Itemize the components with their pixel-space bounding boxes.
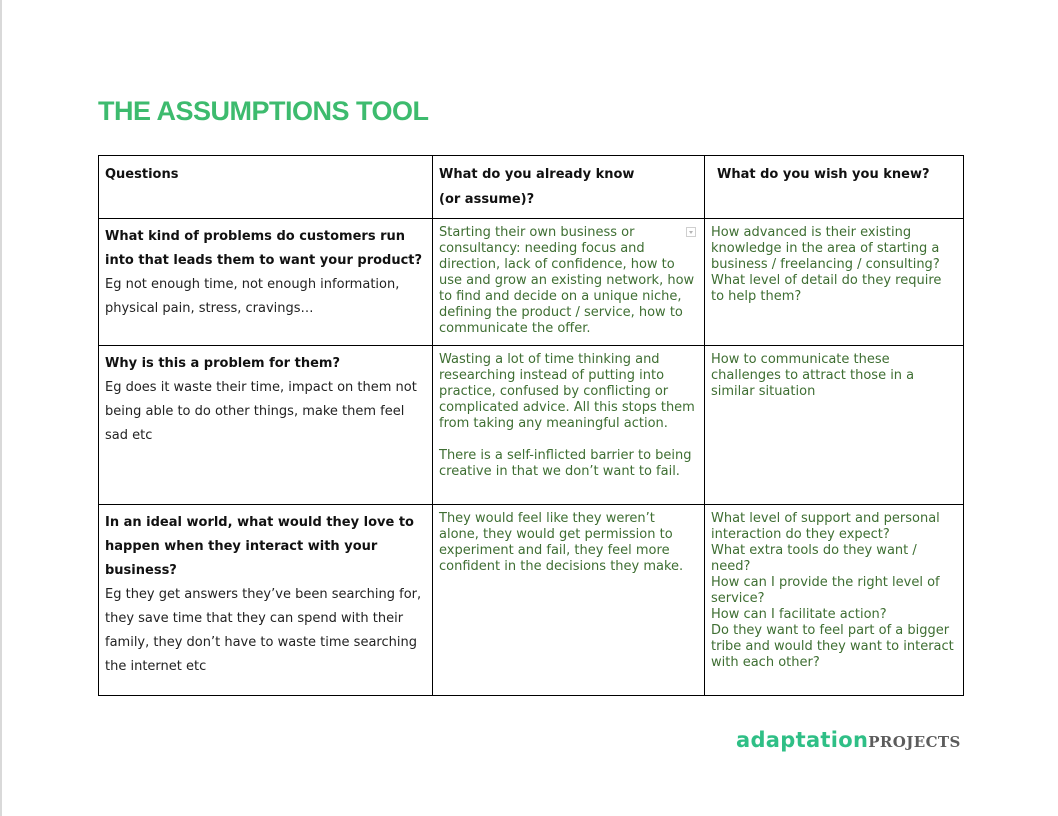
header-wish-cell xyxy=(705,156,964,219)
question-text: In an ideal world, what would they love to happen when they interact with your business? xyxy=(105,515,414,578)
header-questions: Questions xyxy=(105,167,179,182)
know-text-2: There is a self-inflicted barrier to being creative in that we don’t want to fail. xyxy=(439,448,692,479)
adaptation-projects-logo xyxy=(736,728,961,752)
logo-main-text: adaptation xyxy=(736,728,869,752)
page-edge xyxy=(0,0,2,816)
table-row xyxy=(99,505,964,696)
question-example: Eg does it waste their time, impact on them not being able to do other things, make them feel sad etc xyxy=(105,380,417,443)
header-know-cell xyxy=(433,156,705,219)
question-cell xyxy=(99,505,433,696)
table-row xyxy=(99,346,964,505)
question-example: Eg they get answers they’ve been searching for, they save time that they can spend with their family, they don’t have to waste time searching the internet etc xyxy=(105,587,422,674)
wish-cell[interactable] xyxy=(705,346,964,505)
question-cell xyxy=(99,346,433,505)
know-cell[interactable] xyxy=(433,219,705,346)
header-wish: What do you wish you knew? xyxy=(717,167,930,182)
know-text: They would feel like they weren’t alone, they would get permission to experiment and fail, they feel more confident in the decisions they make. xyxy=(439,511,684,574)
wish-text: What level of support and personal interaction do they expect? What extra tools do they want / need? How can I provide the right level of service? How can I facilitate action? Do they want to feel part of a bigger tribe and would they want to interact with each other? xyxy=(711,511,954,670)
wish-cell[interactable] xyxy=(705,219,964,346)
header-questions-cell xyxy=(99,156,433,219)
header-know-line2: (or assume)? xyxy=(439,192,535,207)
know-text: Wasting a lot of time thinking and researching instead of putting into practice, confused by conflicting or complicated advice. All this stops them from taking any meaningful action. xyxy=(439,352,695,431)
wish-text: How to communicate these challenges to attract those in a similar situation xyxy=(711,352,915,399)
wish-cell[interactable] xyxy=(705,505,964,696)
know-cell[interactable] xyxy=(433,505,705,696)
know-cell[interactable] xyxy=(433,346,705,505)
assumptions-table xyxy=(98,155,964,696)
table-header-row xyxy=(99,156,964,219)
table-row xyxy=(99,219,964,346)
know-text: Starting their own business or consultancy: needing focus and direction, lack of confidence, how to use and grow an existing network, how to find and decide on a unique niche, defining the product / service, how to communicate the offer. xyxy=(439,225,695,336)
logo-sub-text: PROJECTS xyxy=(868,733,961,751)
wish-text: How advanced is their existing knowledge in the area of starting a business / freelancing / consulting? What level of detail do they require to help them? xyxy=(711,225,942,304)
cell-dropdown-icon[interactable] xyxy=(686,227,696,237)
question-text: What kind of problems do customers run into that leads them to want your product? xyxy=(105,229,423,268)
header-know-line1: What do you already know xyxy=(439,167,635,182)
question-cell xyxy=(99,219,433,346)
question-text: Why is this a problem for them? xyxy=(105,356,340,371)
question-example: Eg not enough time, not enough information, physical pain, stress, cravings… xyxy=(105,277,400,316)
page-title: THE ASSUMPTIONS TOOL xyxy=(98,96,429,126)
